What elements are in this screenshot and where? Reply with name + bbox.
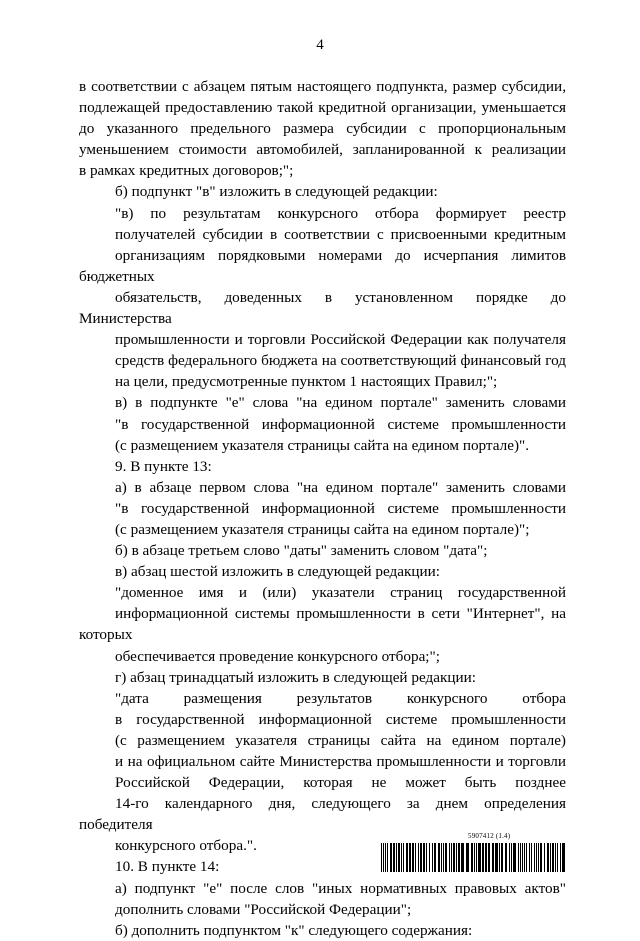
text-line: Российской Федерации, которая не может быть позднее xyxy=(115,774,566,792)
paragraph xyxy=(79,540,566,561)
text-line: средств федерального бюджета на соответствующий финансовый год xyxy=(115,352,566,370)
document-code: 5907412 (1.4) xyxy=(468,832,511,840)
paragraph xyxy=(79,477,566,540)
text-line: в рамках кредитных договоров;"; xyxy=(79,162,294,180)
text-line: информационной системы промышленности в сети "Интернет", на которых xyxy=(79,605,566,644)
text-line: б) дополнить подпунктом "к" следующего содержания: xyxy=(115,921,473,939)
text-line: конкурсного отбора.". xyxy=(115,837,257,855)
paragraph xyxy=(79,456,566,477)
paragraph xyxy=(79,203,566,393)
text-line: б) в абзаце третьем слово "даты" заменить словом "дата"; xyxy=(115,542,488,560)
text-line: (с размещением указателя страницы сайта на едином портале)"; xyxy=(115,520,530,538)
text-line: "доменное имя и (или) указатели страниц государственной xyxy=(115,584,566,602)
page-number: 4 xyxy=(316,37,324,53)
text-line: "в) по результатам конкурсного отбора формирует реестр xyxy=(115,204,566,222)
paragraph xyxy=(79,392,566,455)
text-line: получателей субсидии в соответствии с присвоенными кредитным xyxy=(115,225,566,243)
paragraph xyxy=(79,561,566,582)
paragraph xyxy=(79,667,566,688)
text-line: 10. В пункте 14: xyxy=(115,858,220,876)
text-line: в соответствии с абзацем пятым настоящего подпункта, размер субсидии, xyxy=(79,78,566,95)
text-line: промышленности и торговли Российской Федерации как получателя xyxy=(115,331,566,349)
text-line: в государственной информационной системе промышленности xyxy=(115,710,566,728)
paragraph xyxy=(79,878,566,920)
text-line: 9. В пункте 13: xyxy=(115,457,212,475)
document-body xyxy=(79,76,566,941)
text-line: б) подпункт "в" изложить в следующей редакции: xyxy=(115,183,438,201)
paragraph xyxy=(79,181,566,202)
text-line: на цели, предусмотренные пунктом 1 настоящих Правил;"; xyxy=(115,373,498,391)
text-line: до указанного предельного размера субсидии с пропорциональным xyxy=(79,120,566,138)
text-line: в) в подпункте "е" слова "на едином портале" заменить словами xyxy=(115,394,566,412)
text-line: а) подпункт "е" после слов "иных нормативных правовых актов" xyxy=(115,879,566,897)
text-line: в) абзац шестой изложить в следующей редакции: xyxy=(115,563,441,581)
text-line: "в государственной информационной системе промышленности xyxy=(115,415,566,433)
text-line: подлежащей предоставлению такой кредитной организации, уменьшается xyxy=(79,99,566,117)
text-line: (с размещением указателя страницы сайта на едином портале) xyxy=(115,731,566,749)
text-line: г) абзац тринадцатый изложить в следующей редакции: xyxy=(115,668,476,686)
paragraph xyxy=(79,920,566,941)
text-line: уменьшением стоимости автомобилей, запланированной к реализации xyxy=(79,141,566,159)
text-line: дополнить словами "Российской Федерации"; xyxy=(115,900,412,918)
text-line: 14-го календарного дня, следующего за днем определения победителя xyxy=(79,795,566,834)
text-line: и на официальном сайте Министерства промышленности и торговли xyxy=(115,753,566,770)
text-line: а) в абзаце первом слова "на едином портале" заменить словами xyxy=(115,478,566,496)
text-line: обязательств, доведенных в установленном порядке до Министерства xyxy=(79,288,566,328)
text-line: (с размещением указателя страницы сайта на едином портале)". xyxy=(115,436,529,454)
barcode xyxy=(381,843,566,872)
text-line: обеспечивается проведение конкурсного отбора;"; xyxy=(115,647,440,665)
text-line: организациям порядковыми номерами до исчерпания лимитов бюджетных xyxy=(79,246,566,285)
text-line: "дата размещения результатов конкурсного отбора xyxy=(115,689,566,707)
paragraph xyxy=(79,582,566,666)
text-line: "в государственной информационной системе промышленности xyxy=(115,499,566,517)
paragraph xyxy=(79,76,566,181)
